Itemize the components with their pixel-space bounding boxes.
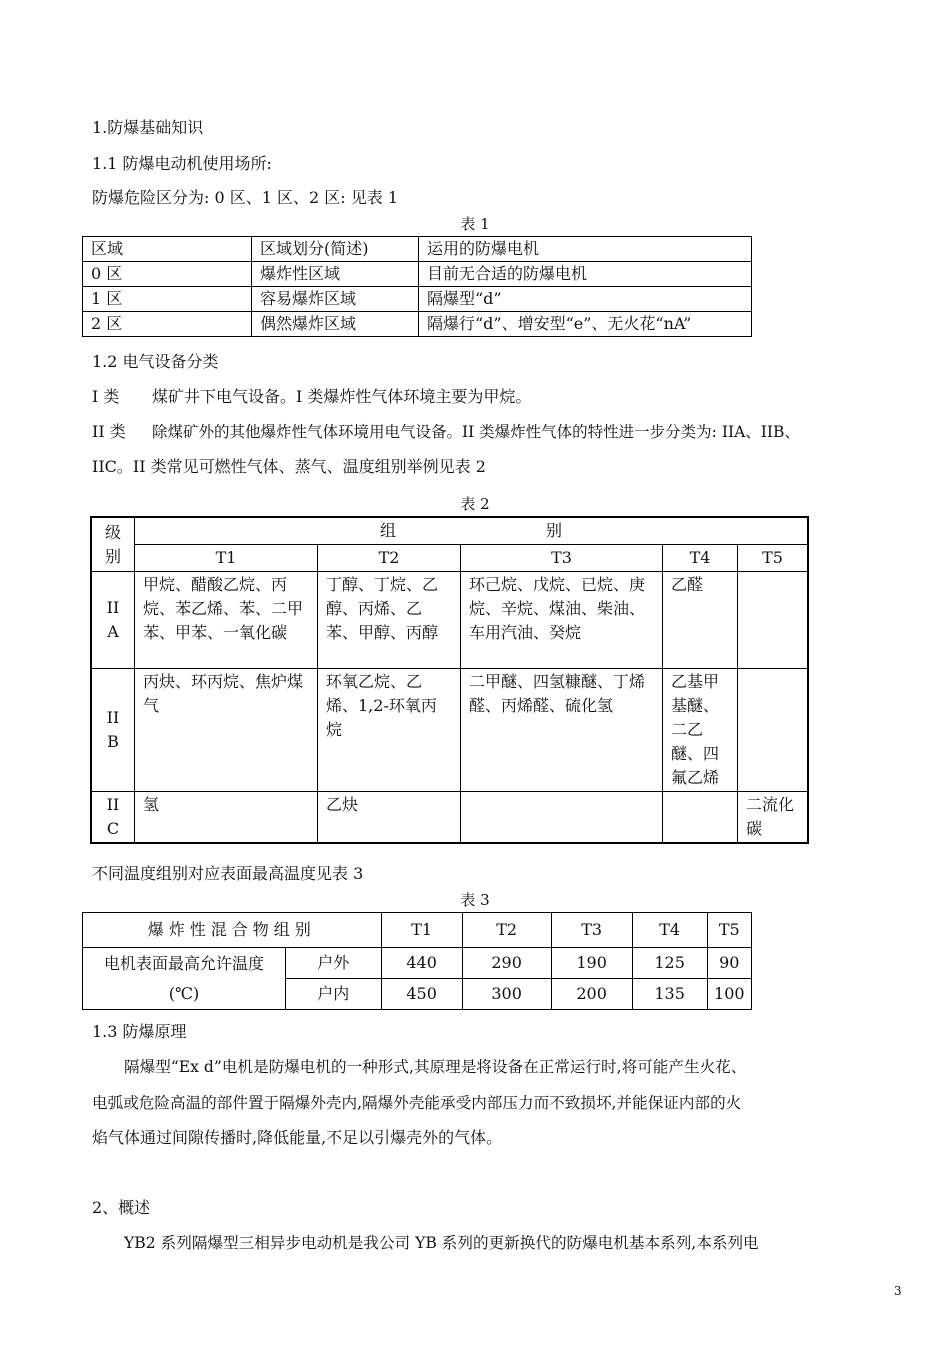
section-1-title: 1.防爆基础知识 [92,118,204,137]
table-cell: 100 [707,979,751,1010]
table-cell [663,792,738,844]
temp-class-t5: T5 [738,545,809,572]
table-2 [90,516,809,844]
class-2-text-cont: IIC。II 类常见可燃性气体、蒸气、温度组别举例见表 2 [92,457,486,476]
class-1-text: 煤矿井下电气设备。I 类爆炸性气体环境主要为甲烷。 [152,387,532,406]
group-header-left: 组 [379,521,396,540]
section-1-1-title: 1.1 防爆电动机使用场所: [92,154,272,173]
table-cell: 乙基甲基醚、二乙醚、四氟乙烯 [663,669,738,792]
table-3-caption: 表 3 [460,891,490,909]
table-cell: 环己烷、戊烷、已烷、庚烷、辛烷、煤油、柴油、车用汽油、癸烷 [461,572,663,669]
table-cell: 容易爆炸区域 [252,287,419,312]
table-cell: 隔爆行“d”、增安型“e”、无火花“nA” [419,312,752,337]
section-1-1-text: 防爆危险区分为: 0 区、1 区、2 区: 见表 1 [92,188,399,207]
table-cell: 区域 [83,237,252,262]
table-3 [82,912,752,1010]
section-1-3-line-3: 焰气体通过间隙传播时,降低能量,不足以引爆壳外的气体。 [92,1128,503,1147]
table-cell: 135 [632,979,707,1010]
section-1-3-title: 1.3 防爆原理 [92,1022,187,1041]
table-row [83,287,752,312]
group-header [135,517,809,545]
table-cell: 125 [632,948,707,979]
class-2-text: 除煤矿外的其他爆炸性气体环境用电气设备。II 类爆炸性气体的特性进一步分类为: IIA、IIB、 [152,423,800,441]
table-2-caption: 表 2 [460,495,490,513]
table-row [91,517,808,545]
class-2-label: II 类 [92,422,126,441]
table-cell: 环氧乙烷、乙烯、1,2-环氧丙烷 [318,669,461,792]
temp-class-t4: T4 [632,913,707,948]
table-cell: 甲烷、醋酸乙烷、丙烷、苯乙烯、苯、二甲苯、甲苯、一氧化碳 [135,572,318,669]
section-1-3-line-2: 电弧或危险高温的部件置于隔爆外壳内,隔爆外壳能承受内部压力而不致损坏,并能保证内部的火 [92,1094,742,1112]
table-row [83,237,752,262]
level-cell: II A [91,572,135,669]
table-row [91,669,808,792]
table-cell: 450 [381,979,462,1010]
temp-class-t3: T3 [461,545,663,572]
table-cell: 氢 [135,792,318,844]
table-row [83,948,752,979]
table-cell: 运用的防爆电机 [419,237,752,262]
table-row [91,545,808,572]
temp-class-t1: T1 [381,913,462,948]
table-cell [461,792,663,844]
table-1 [82,236,752,337]
row-label: 电机表面最高允许温度(℃) [83,948,286,1010]
section-2-title: 2、概述 [92,1198,151,1217]
section-2-line-1: YB2 系列隔爆型三相异步电动机是我公司 YB 系列的更新换代的防爆电机基本系列,本系列电 [124,1234,759,1252]
env-label: 户外 [286,948,382,979]
table-3-intro: 不同温度组别对应表面最高温度见表 3 [92,864,364,883]
level-header: 级别 [91,517,135,572]
table-cell: 爆炸性区域 [252,262,419,287]
table-cell: 0 区 [83,262,252,287]
table-cell: 200 [551,979,632,1010]
section-1-2-title: 1.2 电气设备分类 [92,352,219,371]
table-row [91,572,808,669]
table-cell: 丁醇、丁烷、乙醇、丙烯、乙苯、甲醇、丙醇 [318,572,461,669]
table-row [83,913,752,948]
table-cell [738,669,809,792]
table-row [91,792,808,844]
temp-class-t5: T5 [707,913,751,948]
table-cell: 二甲醚、四氢糠醚、丁烯醛、丙烯醛、硫化氢 [461,669,663,792]
temp-class-t4: T4 [663,545,738,572]
env-label: 户内 [286,979,382,1010]
temp-class-t2: T2 [318,545,461,572]
table-cell: 乙醛 [663,572,738,669]
group-header-right: 别 [546,521,563,540]
table-row [83,312,752,337]
table-cell: 目前无合适的防爆电机 [419,262,752,287]
table-cell: 隔爆型“d” [419,287,752,312]
table-cell: 丙炔、环丙烷、焦炉煤气 [135,669,318,792]
table-cell: 1 区 [83,287,252,312]
section-1-3-line-1: 隔爆型“Ex d”电机是防爆电机的一种形式,其原理是将设备在正常运行时,将可能产生火花、 [124,1058,747,1076]
table-cell: 300 [462,979,551,1010]
table-cell: 2 区 [83,312,252,337]
table-cell: 区域划分(简述) [252,237,419,262]
temp-class-t2: T2 [462,913,551,948]
table-1-caption: 表 1 [460,215,490,233]
temp-class-t3: T3 [551,913,632,948]
page-number: 3 [894,1284,902,1298]
table-cell: 乙炔 [318,792,461,844]
level-cell: II C [91,792,135,844]
table-row [83,262,752,287]
group-header: 爆炸性混合物组别 [83,913,382,948]
table-cell: 90 [707,948,751,979]
table-cell [738,572,809,669]
table-cell: 二流化碳 [738,792,809,844]
table-cell: 440 [381,948,462,979]
temp-class-t1: T1 [135,545,318,572]
table-cell: 290 [462,948,551,979]
level-cell: II B [91,669,135,792]
class-1-label: I 类 [92,387,120,406]
table-cell: 偶然爆炸区域 [252,312,419,337]
table-cell: 190 [551,948,632,979]
